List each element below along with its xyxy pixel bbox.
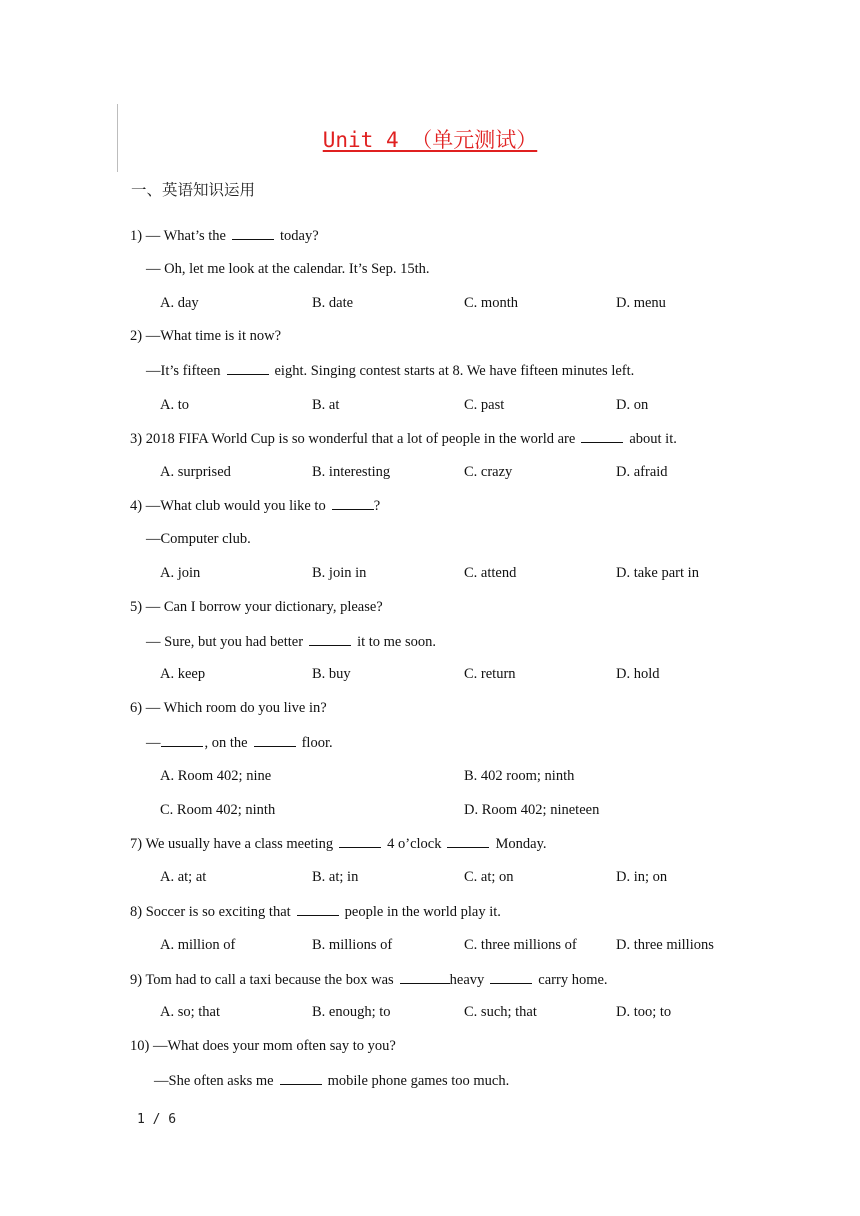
option-a: A. so; that xyxy=(160,1004,221,1020)
option-b: B. interesting xyxy=(312,464,391,480)
option-d: D. menu xyxy=(616,295,666,311)
option-c: C. Room 402; ninth xyxy=(160,802,276,818)
answer-blank xyxy=(581,429,623,443)
option-d: D. three millions xyxy=(616,937,714,953)
question-2: 2) —What time is it now? xyxy=(130,328,282,344)
question-3: 3) 2018 FIFA World Cup is so wonderful that a lot of people in the world are about it. xyxy=(130,431,677,447)
question-10-reply: —She often asks me mobile phone games too much. xyxy=(154,1073,510,1089)
question-6: 6) — Which room do you live in? xyxy=(130,700,327,716)
option-c: C. three millions of xyxy=(464,937,577,953)
answer-blank xyxy=(280,1071,322,1085)
option-a: A. Room 402; nine xyxy=(160,768,272,784)
section-heading: 一、英语知识运用 xyxy=(131,181,256,199)
question-10: 10) —What does your mom often say to you? xyxy=(130,1038,396,1054)
option-b: B. enough; to xyxy=(312,1004,391,1020)
option-a: A. million of xyxy=(160,937,236,953)
option-d: D. too; to xyxy=(616,1004,672,1020)
question-6-reply: — , on the floor. xyxy=(146,735,333,751)
answer-blank xyxy=(161,733,203,747)
option-d: D. afraid xyxy=(616,464,668,480)
option-d: D. Room 402; nineteen xyxy=(464,802,600,818)
option-a: A. at; at xyxy=(160,869,207,885)
option-b: B. join in xyxy=(312,565,367,581)
answer-blank xyxy=(227,361,269,375)
option-a: A. join xyxy=(160,565,201,581)
option-b: B. at; in xyxy=(312,869,359,885)
option-c: C. crazy xyxy=(464,464,513,480)
option-d: D. in; on xyxy=(616,869,668,885)
question-4: 4) —What club would you like to ? xyxy=(130,498,381,514)
question-5-reply: — Sure, but you had better it to me soon. xyxy=(146,634,437,650)
question-1-reply: — Oh, let me look at the calendar. It’s Sep. 15th. xyxy=(146,261,430,277)
question-5: 5) — Can I borrow your dictionary, please? xyxy=(130,599,383,615)
option-b: B. millions of xyxy=(312,937,393,953)
option-a: A. day xyxy=(160,295,199,311)
option-a: A. to xyxy=(160,397,189,413)
option-c: C. month xyxy=(464,295,518,311)
question-2-reply: —It’s fifteen eight. Singing contest starts at 8. We have fifteen minutes left. xyxy=(146,363,635,379)
page-title: Unit 4 （单元测试） xyxy=(322,128,538,152)
question-9: 9) Tom had to call a taxi because the box was heavy carry home. xyxy=(130,972,608,988)
answer-blank xyxy=(400,970,450,984)
question-4-reply: —Computer club. xyxy=(146,531,251,547)
option-b: B. 402 room; ninth xyxy=(464,768,575,784)
option-a: A. surprised xyxy=(160,464,231,480)
option-d: D. on xyxy=(616,397,649,413)
option-c: C. attend xyxy=(464,565,517,581)
answer-blank xyxy=(332,496,374,510)
answer-blank xyxy=(309,632,351,646)
question-1: 1) — What’s the today? xyxy=(130,228,319,244)
answer-blank xyxy=(339,834,381,848)
option-d: D. hold xyxy=(616,666,660,682)
question-7: 7) We usually have a class meeting 4 o’clock Monday. xyxy=(130,836,547,852)
page-number: 1 / 6 xyxy=(137,1112,177,1127)
option-c: C. return xyxy=(464,666,516,682)
answer-blank xyxy=(447,834,489,848)
option-d: D. take part in xyxy=(616,565,699,581)
answer-blank xyxy=(232,226,274,240)
answer-blank xyxy=(490,970,532,984)
option-c: C. at; on xyxy=(464,869,514,885)
option-b: B. at xyxy=(312,397,340,413)
option-c: C. such; that xyxy=(464,1004,537,1020)
question-8: 8) Soccer is so exciting that people in the world play it. xyxy=(130,904,501,920)
option-b: B. date xyxy=(312,295,354,311)
option-b: B. buy xyxy=(312,666,351,682)
option-c: C. past xyxy=(464,397,505,413)
answer-blank xyxy=(297,902,339,916)
answer-blank xyxy=(254,733,296,747)
option-a: A. keep xyxy=(160,666,206,682)
